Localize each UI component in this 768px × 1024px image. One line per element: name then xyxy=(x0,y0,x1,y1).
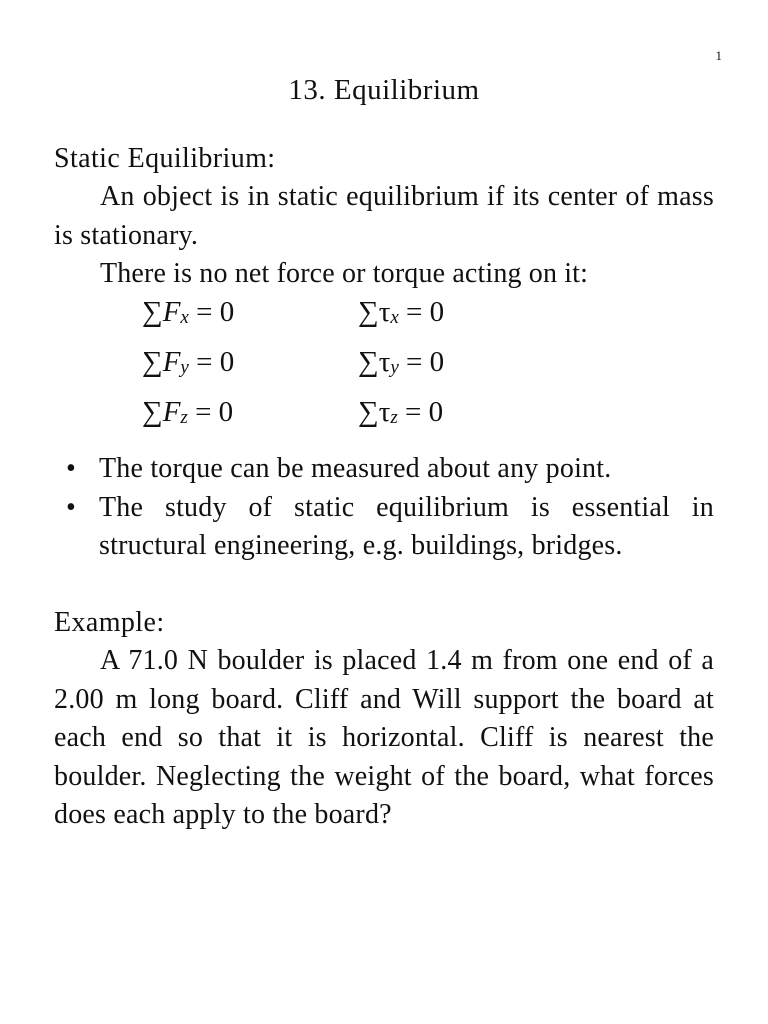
list-item xyxy=(54,450,714,489)
equation-row xyxy=(142,296,542,346)
section-heading-example: Example: xyxy=(54,607,165,638)
torque-equation-y: $\sum\tau_y = 0$ xyxy=(358,346,445,378)
page-number: 1 xyxy=(715,48,722,63)
bullet-text: The study of static equilibrium is essential in structural engineering, e.g. buildings, bridges. xyxy=(99,491,714,561)
force-equation-y: $\sum F_y = 0$ xyxy=(142,346,235,378)
section-heading-static: Static Equilibrium: xyxy=(54,143,276,174)
equilibrium-equations xyxy=(142,296,542,446)
example-problem-text: A 71.0 N boulder is placed 1.4 m from one end of a 2.00 m long board. Cliff and Will support the board at each end so that it is horizontal. Cliff is nearest the boulder. Neglecting the weight of the board, what forces does each apply to the board? xyxy=(54,645,714,830)
torque-equation-z: $\sum\tau_z = 0$ xyxy=(358,396,444,428)
paragraph-definition: An object is in static equilibrium if its center of mass is stationary. xyxy=(54,181,714,251)
page-title: 13. Equilibrium xyxy=(288,74,480,106)
force-equation-z: $\sum F_z = 0$ xyxy=(142,396,234,428)
paragraph-no-net-force: There is no net force or torque acting on it: xyxy=(100,258,589,289)
bullet-text: The torque can be measured about any point. xyxy=(99,453,612,484)
list-item xyxy=(54,489,714,566)
torque-equation-x: $\sum\tau_x = 0$ xyxy=(358,296,445,328)
bullet-list xyxy=(54,450,714,566)
equation-row xyxy=(142,396,542,446)
bullet-icon: • xyxy=(66,491,77,523)
equation-row xyxy=(142,346,542,396)
force-equation-x: $\sum F_x = 0$ xyxy=(142,296,235,328)
bullet-icon: • xyxy=(66,453,77,484)
